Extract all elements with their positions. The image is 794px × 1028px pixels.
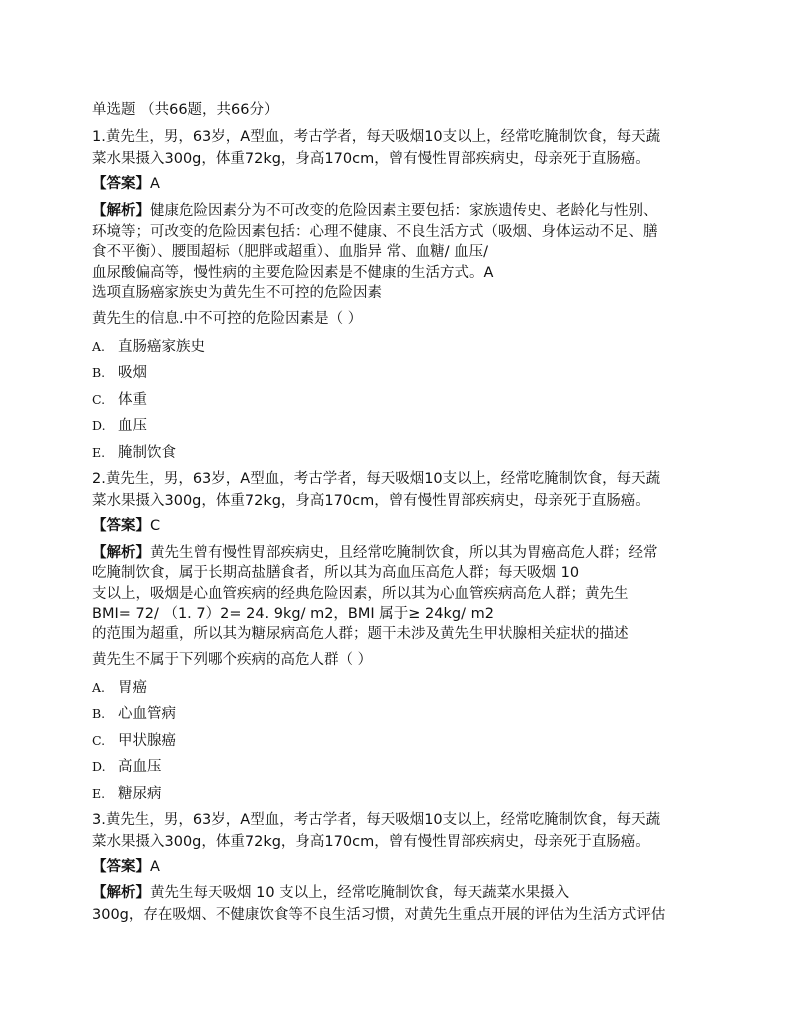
q1-answer xyxy=(92,174,160,194)
option-text: 甲状腺癌 xyxy=(118,733,176,749)
q3-analysis-line-2: 300g，存在吸烟、不健康饮食等不良生活习惯，对黄先生重点开展的评估为生活方式评估 xyxy=(92,907,666,923)
option-label: B. xyxy=(92,706,106,721)
q2-stem-line-1: 2.黄先生，男，63岁，A型血，考古学者，每天吸烟10支以上，经常吃腌制饮食，每天蔬 xyxy=(92,471,661,487)
option-text: 吸烟 xyxy=(118,365,147,381)
answer-value: A xyxy=(150,176,160,192)
option-label: B. xyxy=(92,365,106,380)
q1-option-d xyxy=(92,416,147,436)
q1-option-c xyxy=(92,390,147,410)
option-text: 体重 xyxy=(118,392,147,408)
q1-analysis-line-5: 选项直肠癌家族史为黄先生不可控的危险因素 xyxy=(92,285,382,301)
q2-analysis-line-5: 的范围为超重，所以其为糖尿病高危人群；题干未涉及黄先生甲状腺相关症状的描述 xyxy=(92,626,629,642)
q2-option-e xyxy=(92,784,162,804)
analysis-text: 健康危险因素分为不可改变的危险因素主要包括：家族遗传史、老龄化与性别、 xyxy=(150,203,658,219)
option-label: E. xyxy=(92,786,106,801)
answer-value: A xyxy=(150,859,160,875)
q2-stem-line-2: 菜水果摄入300g，体重72kg，身高170cm，曾有慢性胃部疾病史，母亲死于直肠癌。 xyxy=(92,493,650,509)
q1-analysis-line-4: 血尿酸偏高等，慢性病的主要危险因素是不健康的生活方式。A xyxy=(92,265,494,281)
option-text: 腌制饮食 xyxy=(118,445,176,461)
q1-analysis-line-2: 环境等；可改变的危险因素包括：心理不健康、不良生活方式（吸烟、身体运动不足、膳 xyxy=(92,224,658,240)
q3-answer xyxy=(92,857,160,877)
answer-tag: 【答案】 xyxy=(92,859,150,875)
q1-option-b xyxy=(92,363,147,383)
q1-stem-line-1: 1.黄先生，男，63岁，A型血，考古学者，每天吸烟10支以上，经常吃腌制饮食，每天蔬 xyxy=(92,129,661,145)
q2-option-c xyxy=(92,731,176,751)
q2-analysis-line-3: 支以上，吸烟是心血管疾病的经典危险因素，所以其为心血管疾病高危人群；黄先生 xyxy=(92,586,629,602)
answer-tag: 【答案】 xyxy=(92,176,150,192)
analysis-tag: 【解析】 xyxy=(92,545,150,561)
q1-analysis-line-3: 食不平衡）、腰围超标（肥胖或超重）、血脂异 常、血糖/ 血压/ xyxy=(92,244,488,260)
q3-stem-line-2: 菜水果摄入300g，体重72kg，身高170cm，曾有慢性胃部疾病史，母亲死于直肠癌。 xyxy=(92,834,650,850)
option-text: 心血管病 xyxy=(118,706,176,722)
option-label: C. xyxy=(92,733,106,748)
section-header: 单选题 （共66题，共66分） xyxy=(92,102,279,118)
q2-option-d xyxy=(92,757,162,777)
option-label: D. xyxy=(92,418,106,433)
option-text: 血压 xyxy=(118,418,147,434)
option-label: C. xyxy=(92,392,106,407)
q2-analysis-line-4: BMI= 72/ （1. 7）2= 24. 9kg/ m2，BMI 属于≥ 24kg/ m2 xyxy=(92,606,494,622)
analysis-tag: 【解析】 xyxy=(92,885,150,901)
q1-question: 黄先生的信息.中不可控的危险因素是（ ） xyxy=(92,311,363,327)
q2-option-b xyxy=(92,704,176,724)
option-label: E. xyxy=(92,445,106,460)
q2-question: 黄先生不属于下列哪个疾病的高危人群（ ） xyxy=(92,652,373,668)
q1-analysis-line-1 xyxy=(92,201,658,221)
analysis-text: 黄先生曾有慢性胃部疾病史，且经常吃腌制饮食，所以其为胃癌高危人群；经常 xyxy=(150,545,658,561)
q3-analysis-line-1 xyxy=(92,883,569,903)
q1-option-a xyxy=(92,337,205,357)
q2-analysis-line-1 xyxy=(92,543,658,563)
q2-option-a xyxy=(92,678,147,698)
answer-value: C xyxy=(150,518,161,534)
option-text: 直肠癌家族史 xyxy=(118,339,205,355)
q1-stem-line-2: 菜水果摄入300g，体重72kg，身高170cm，曾有慢性胃部疾病史，母亲死于直肠癌。 xyxy=(92,151,650,167)
q1-option-e xyxy=(92,443,176,463)
option-label: A. xyxy=(92,339,106,354)
option-text: 胃癌 xyxy=(118,680,147,696)
analysis-tag: 【解析】 xyxy=(92,203,150,219)
analysis-text: 黄先生每天吸烟 10 支以上，经常吃腌制饮食，每天蔬菜水果摄入 xyxy=(150,885,570,901)
answer-tag: 【答案】 xyxy=(92,518,150,534)
q3-stem-line-1: 3.黄先生，男，63岁，A型血，考古学者，每天吸烟10支以上，经常吃腌制饮食，每天蔬 xyxy=(92,812,661,828)
option-text: 高血压 xyxy=(118,759,162,775)
option-label: A. xyxy=(92,680,106,695)
q2-analysis-line-2: 吃腌制饮食，属于长期高盐膳食者，所以其为高血压高危人群；每天吸烟 10 xyxy=(92,565,580,581)
option-text: 糖尿病 xyxy=(118,786,162,802)
option-label: D. xyxy=(92,759,106,774)
q2-answer xyxy=(92,516,160,536)
